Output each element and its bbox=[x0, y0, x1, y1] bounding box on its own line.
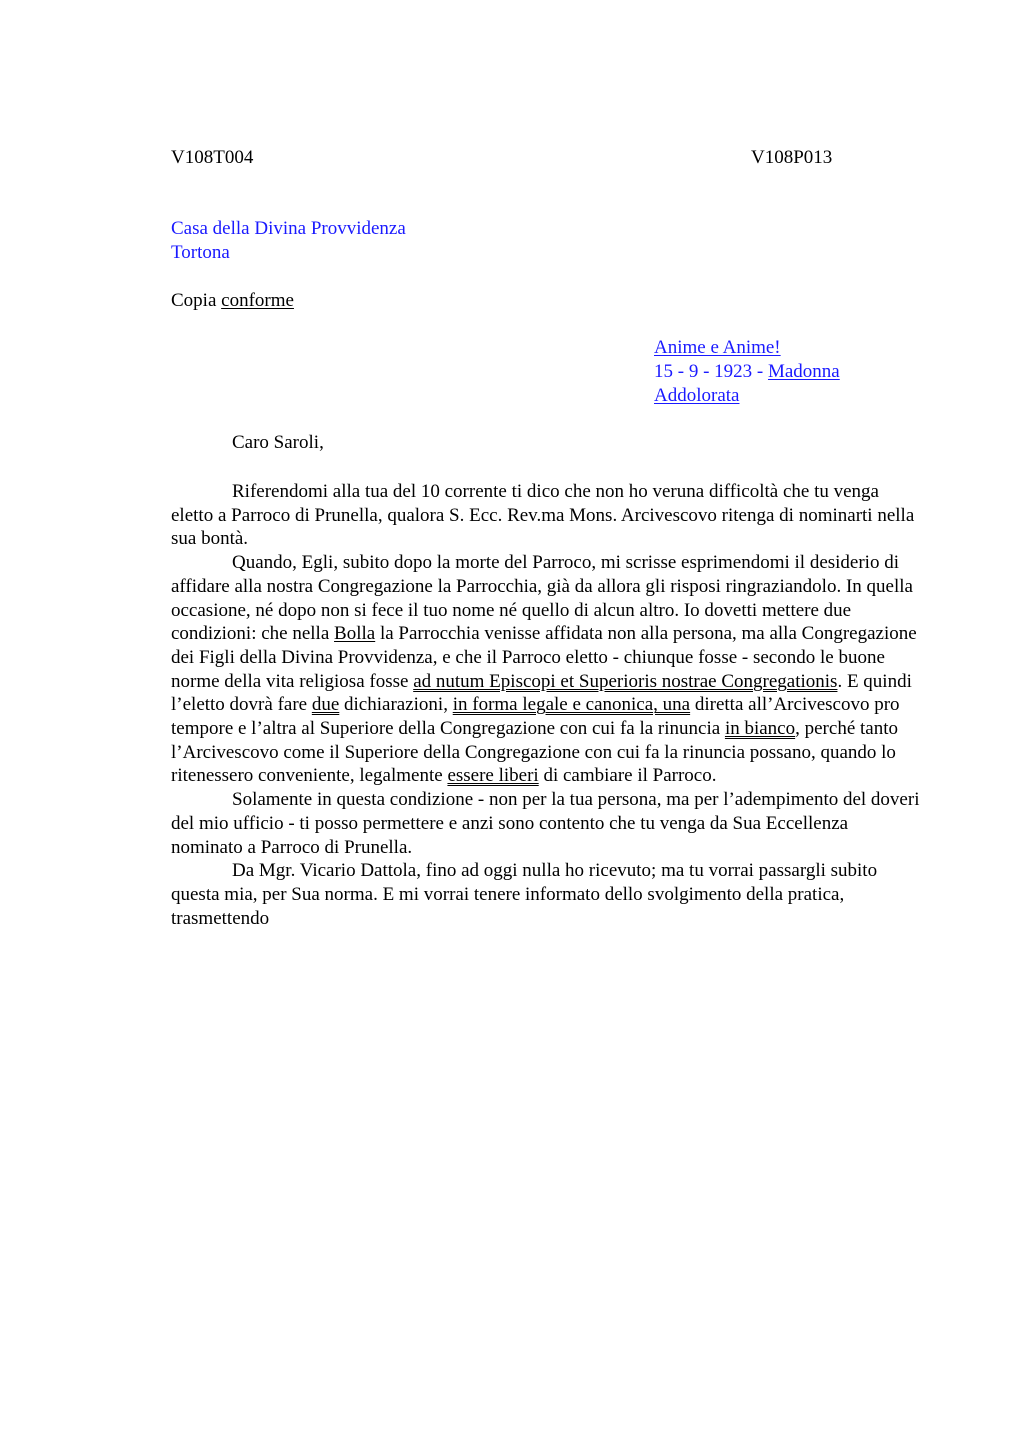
salutation: Caro Saroli, bbox=[232, 432, 324, 453]
letterhead-line2: Tortona bbox=[171, 242, 230, 263]
date: 15 - 9 - 1923 - bbox=[654, 361, 768, 382]
p2-text-k: , perché tanto l’Arcivescovo come il Superiore della Congregazione con cui fa la rinuncia possano, quando lo ritenessero conveniente, legalmente bbox=[171, 718, 898, 787]
archive-code-right: V108P013 bbox=[751, 147, 833, 168]
letterhead-line1: Casa della Divina Provvidenza bbox=[171, 218, 406, 239]
p2-underlined-forma: in forma legale e canonica, una bbox=[452, 694, 691, 716]
p2-text-a: Quando, Egli, subito dopo la morte del Parroco, mi scrisse esprimendomi il desiderio di affidare alla nostra Congregazione la Parrocchia, già da allora gli risposi ringraziandolo. In quella occasione, né dopo non si fece il tuo nome né quello di alcun altro. Io dovetti mettere due condizioni: che nella bbox=[171, 552, 913, 645]
dateline bbox=[654, 360, 840, 384]
p2-underlined-ad-nutum: ad nutum Episcopi et Superioris nostrae Congregationis bbox=[413, 670, 838, 692]
feast-part1: Madonna bbox=[767, 361, 840, 382]
p2-text-e: . E quindi l’eletto dovrà fare bbox=[171, 670, 912, 716]
p2-text-i: diretta all’Arcivescovo pro tempore e l’altra al Superiore della Congregazione con cui fa la rinuncia bbox=[171, 694, 900, 740]
paragraph-4: Da Mgr. Vicario Dattola, fino ad oggi nulla ho ricevuto; ma tu vorrai passargli subito questa mia, per Sua norma. E mi vorrai tenere informato dello svolgimento della pratica, trasmettendo bbox=[171, 860, 878, 929]
paragraph-2 bbox=[171, 551, 923, 788]
p2-text-c: la Parrocchia venisse affidata non alla persona, ma alla Congregazione dei Figli della Divina Provvidenza, e che il Parroco eletto - chiunque fosse - secondo le buone norme della vita religiosa fosse bbox=[171, 623, 917, 692]
p2-underlined-bolla: Bolla bbox=[334, 623, 376, 645]
p2-text-m: di cambiare il Parroco. bbox=[538, 765, 717, 787]
p2-underlined-essere-liberi: essere liberi bbox=[447, 765, 539, 787]
p2-underlined-in-bianco: in bianco bbox=[724, 718, 796, 740]
paragraph-3: Solamente in questa condizione - non per la tua persona, ma per l’adempimento del doveri del mio ufficio - ti posso permettere e anzi sono contento che tu venga da Sua Eccellenza nominato a Parroco di Prunella. bbox=[171, 789, 920, 858]
feast-part2: Addolorata bbox=[654, 385, 740, 406]
copy-note-prefix: Copia bbox=[171, 290, 222, 311]
p2-text-g: dichiarazioni, bbox=[339, 694, 453, 716]
letter-body bbox=[171, 480, 923, 930]
archive-code-left: V108T004 bbox=[171, 147, 254, 168]
copy-note-underlined: conforme bbox=[221, 290, 294, 311]
motto: Anime e Anime! bbox=[654, 337, 781, 358]
copy-note bbox=[171, 289, 294, 313]
p2-underlined-due: due bbox=[311, 694, 340, 716]
paragraph-1: Riferendomi alla tua del 10 corrente ti dico che non ho veruna difficoltà che tu venga eletto a Parroco di Prunella, qualora S. Ecc. Rev.ma Mons. Arcivescovo ritenga di nominarti nella sua bontà. bbox=[171, 481, 915, 550]
